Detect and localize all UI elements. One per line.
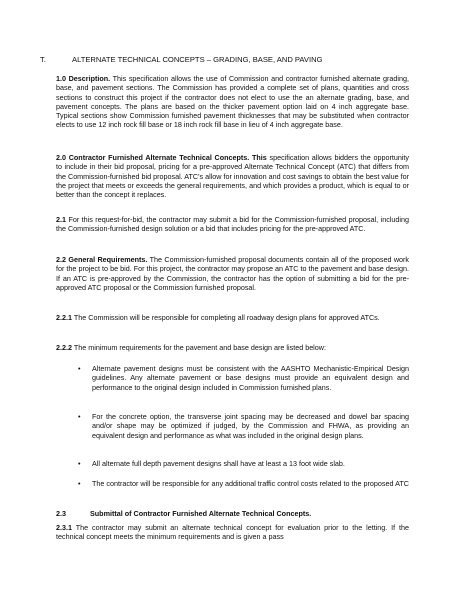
paragraph-2-2-heading: General Requirements.	[68, 255, 148, 264]
paragraph-1-0-heading: Description.	[68, 74, 111, 83]
paragraph-2-2-1-number: 2.2.1	[56, 313, 72, 322]
paragraph-1-0-number: 1.0	[56, 74, 66, 83]
bullet-item: The contractor will be responsible for any additional traffic control costs related to the proposed ATC	[92, 479, 409, 488]
paragraph-2-1-number: 2.1	[56, 215, 66, 224]
paragraph-2-1	[56, 215, 409, 234]
paragraph-2-2-1-text: The Commission will be responsible for completing all roadway design plans for approved ATCs.	[73, 313, 380, 322]
bullet-marker: •	[78, 459, 81, 468]
paragraph-2-2-1	[56, 313, 409, 322]
bullet-item: For the concrete option, the transverse joint spacing may be decreased and dowel bar spacing and/or shape may be optimized if judged, by the Commission and FHWA, as providing an equivalent design and performance as what was included in the original design plans.	[92, 412, 409, 440]
paragraph-2-3-heading: Submittal of Contractor Furnished Alternate Technical Concepts.	[90, 509, 312, 518]
paragraph-2-2-number: 2.2	[56, 255, 66, 264]
paragraph-2-2-2	[56, 343, 409, 352]
paragraph-2-2-2-text: The minimum requirements for the pavement and base design are listed below:	[73, 343, 326, 352]
bullet-item: All alternate full depth pavement designs shall have at least a 13 foot wide slab.	[92, 459, 345, 468]
paragraph-2-3-1-number: 2.3.1	[56, 523, 72, 532]
paragraph-2-0	[56, 153, 409, 199]
section-letter: T.	[40, 55, 46, 64]
paragraph-1-0	[56, 74, 409, 130]
paragraph-2-0-heading: Contractor Furnished Alternate Technical Concepts.	[68, 153, 250, 162]
bullet-marker: •	[78, 364, 81, 373]
bullet-marker: •	[78, 412, 81, 421]
paragraph-2-0-number: 2.0	[56, 153, 66, 162]
bullet-item: Alternate pavement designs must be consistent with the AASHTO Mechanistic-Empirical Design guidelines. Any alternate pavement or base designs must provide an equivalent design and performance to the original design included in Commission furnished plans.	[92, 364, 409, 392]
paragraph-2-3	[56, 509, 409, 518]
bullet-marker: •	[78, 479, 81, 488]
paragraph-2-0-text: specification allows bidders the opportunity to include in their bid proposal, pricing for a pre-approved Alternate Technical Concept (ATC) that differs from the Commission-furnished bid proposal. ATC's allow for innovation and cost savings to obtain the best value for the project that meets or exceeds the general requirements, and which provides a product, which is equal to or better than the concept it replaces.	[56, 153, 410, 199]
paragraph-2-1-text: For this request-for-bid, the contractor may submit a bid for the Commission-furnished proposal, including the Commission-furnished design solution or a bid that includes pricing for the pre-approved ATC.	[56, 215, 409, 234]
section-title: ALTERNATE TECHNICAL CONCEPTS – GRADING, BASE, AND PAVING	[72, 55, 323, 64]
paragraph-2-2-text: The Commission-furnished proposal documents contain all of the proposed work for the project to be bid. For this project, the contractor may propose an ATC to the pavement and base design. If an ATC is pre-approved by the Commission, the contractor has the option of submitting a bid for the pre-approved ATC proposal or the Commission furnished proposal.	[56, 255, 409, 292]
paragraph-2-0-lead: This	[252, 153, 267, 162]
section-header	[40, 55, 323, 65]
paragraph-2-3-number: 2.3	[56, 509, 66, 518]
paragraph-1-0-text: This specification allows the use of Commission and contractor furnished alternate grading, base, and pavement sections. The Commission has provided a complete set of plans, quantities and cross sections to construct this project if the contractor does not elect to use the an alternate grading, base, and pavement concepts. The plans are based on the thicker pavement option laid on 4 inch aggregate base. Typical sections show Commission furnished pavement thicknesses that may be substituted when contractor elects to use 12 inch rock fill base or 18 inch rock fill base in lieu of 4 inch aggregate base.	[56, 74, 409, 130]
paragraph-2-3-1	[56, 523, 409, 542]
paragraph-2-3-1-text: The contractor may submit an alternate technical concept for evaluation prior to the letting. If the technical concept meets the minimum requirements and is given a pass	[56, 523, 410, 542]
paragraph-2-2	[56, 255, 409, 292]
paragraph-2-2-2-number: 2.2.2	[56, 343, 72, 352]
